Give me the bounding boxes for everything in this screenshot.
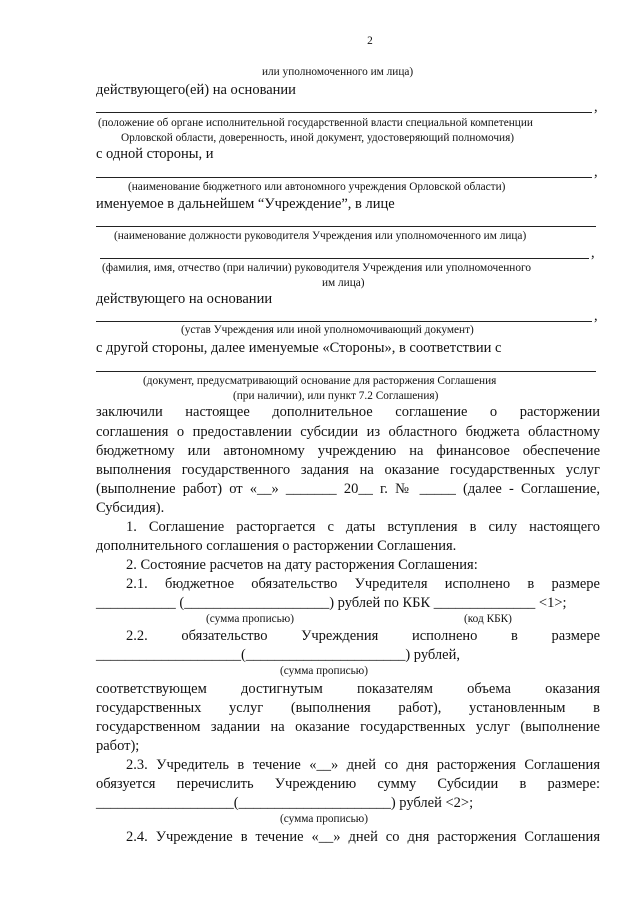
caption-authorized-person: или уполномоченного им лица) xyxy=(262,66,414,78)
page-number: 2 xyxy=(367,35,373,47)
clause-2-2: 2.2. обязательство Учреждения исполнено в размере xyxy=(126,628,600,644)
paragraph-line: соглашения о предоставлении субсидии из областного бюджета областному xyxy=(96,424,600,440)
caption-termination-basis: (документ, предусматривающий основание для расторжения Соглашения xyxy=(143,375,497,387)
text-one-side: с одной стороны, и xyxy=(96,146,214,162)
paragraph-line: государственном задании на оказание государственных услуг (выполнение xyxy=(96,719,600,735)
caption-kbk-code: (код КБК) xyxy=(464,613,512,625)
caption-regulation-cont: Орловской области, доверенность, иной документ, удостоверяющий полномочия) xyxy=(121,132,515,144)
caption-sum-in-words: (сумма прописью) xyxy=(280,665,368,677)
paragraph-line: заключили настоящее дополнительное соглашение о расторжении xyxy=(96,404,600,420)
caption-institution-name: (наименование бюджетного или автономного учреждения Орловской области) xyxy=(128,181,506,193)
comma: , xyxy=(594,99,598,115)
caption-charter: (устав Учреждения или иной уполномочивающий документ) xyxy=(181,324,474,336)
caption-head-name-cont: им лица) xyxy=(322,277,365,289)
clause-1-cont: дополнительного соглашения о расторжении Соглашения. xyxy=(96,538,457,554)
paragraph-line: Субсидия). xyxy=(96,500,165,516)
paragraph-line: (выполнение работ) от «__» _______ 20__ г. № _____ (далее - Соглашение, xyxy=(96,481,600,497)
text-other-side: с другой стороны, далее именуемые «Стороны», в соответствии с xyxy=(96,340,502,356)
fill-line xyxy=(100,258,589,259)
caption-head-position: (наименование должности руководителя Учреждения или уполномоченного им лица) xyxy=(114,230,527,242)
paragraph-line: государственных услуг (выполнения работ), установленным в xyxy=(96,700,600,716)
caption-termination-basis-cont: (при наличии), или пункт 7.2 Соглашения) xyxy=(233,390,439,402)
clause-2-2-amount: ____________________(______________________) рублей, xyxy=(96,647,460,663)
clause-2-3-cont: обязуется перечислить Учреждению сумму Субсидии в размере: xyxy=(96,776,600,792)
clause-2-3: 2.3. Учредитель в течение «__» дней со дня расторжения Соглашения xyxy=(126,757,600,773)
paragraph-line: выполнения государственного задания на оказание государственных услуг xyxy=(96,462,600,478)
caption-sum-in-words: (сумма прописью) xyxy=(206,613,294,625)
comma: , xyxy=(594,164,598,180)
clause-2-1: 2.1. бюджетное обязательство Учредителя исполнено в размере xyxy=(126,576,600,592)
clause-2-1-amount: ___________ (____________________) рублей по КБК ______________ <1>; xyxy=(96,595,567,611)
fill-line xyxy=(96,226,596,227)
text-acting-basis: действующего(ей) на основании xyxy=(96,82,296,98)
text-acting-on-basis: действующего на основании xyxy=(96,291,273,307)
caption-regulation: (положение об органе исполнительной государственной власти специальной компетенции xyxy=(98,117,533,129)
paragraph-line: работ); xyxy=(96,738,140,754)
clause-2: 2. Состояние расчетов на дату расторжения Соглашения: xyxy=(126,557,478,573)
text-hereinafter-institution: именуемое в дальнейшем “Учреждение”, в лице xyxy=(96,196,395,212)
fill-line xyxy=(96,177,592,178)
clause-2-3-amount: ___________________(_____________________) рублей <2>; xyxy=(96,795,474,811)
fill-line xyxy=(96,112,592,113)
clause-2-4: 2.4. Учреждение в течение «__» дней со дня расторжения Соглашения xyxy=(126,829,600,845)
paragraph-line: бюджетному или автономному учреждению на финансовое обеспечение xyxy=(96,443,600,459)
caption-sum-in-words: (сумма прописью) xyxy=(280,813,368,825)
fill-line xyxy=(96,321,592,322)
caption-head-name: (фамилия, имя, отчество (при наличии) руководителя Учреждения или уполномоченного xyxy=(102,262,531,274)
comma: , xyxy=(591,245,595,261)
comma: , xyxy=(594,308,598,324)
fill-line xyxy=(96,371,596,372)
clause-1: 1. Соглашение расторгается с даты вступления в силу настоящего xyxy=(126,519,600,535)
paragraph-line: соответствующем достигнутым показателям объема оказания xyxy=(96,681,600,697)
